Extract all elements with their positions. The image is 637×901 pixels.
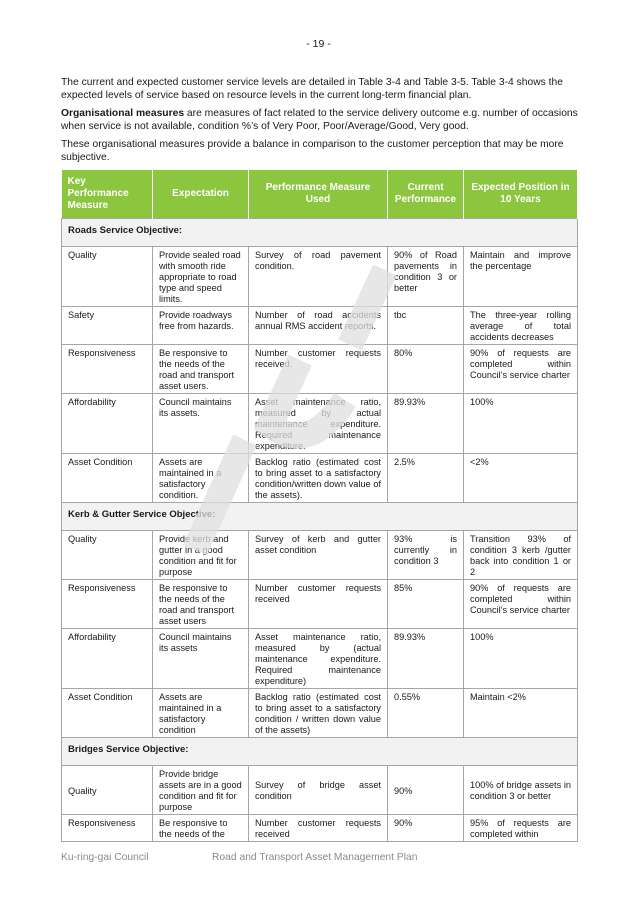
- cell-expected: 90% of requests are completed within Council’s service charter: [464, 580, 578, 629]
- cell-measure-used: Survey of kerb and gutter asset condition: [249, 531, 388, 580]
- cell-current: tbc: [388, 307, 464, 345]
- cell-expectation: Provide kerb and gutter in a good condition and fit for purpose: [153, 531, 249, 580]
- cell-measure-used: Number of road accidents annual RMS accident reports.: [249, 307, 388, 345]
- cell-measure-used: Number customer requests received: [249, 815, 388, 842]
- table-row: [62, 689, 578, 738]
- intro-paragraph-2-rest: are measures of fact related to the service delivery outcome e.g. number of occasions when service is not available, condition %’s of Very Poor, Poor/Average/Good, Very good.: [61, 108, 578, 132]
- levels-of-service-table: [61, 170, 578, 842]
- cell-current: 90%: [388, 815, 464, 842]
- cell-current: 0.55%: [388, 689, 464, 738]
- table-row: [62, 394, 578, 454]
- table-row: [62, 580, 578, 629]
- table-row: [62, 454, 578, 503]
- section-header-row: [62, 219, 578, 247]
- table-row: [62, 766, 578, 815]
- cell-measure: Affordability: [62, 629, 153, 689]
- cell-measure: Safety: [62, 307, 153, 345]
- section-header-row: [62, 738, 578, 766]
- section-title: Kerb & Gutter Service Objective:: [62, 503, 578, 531]
- cell-measure: Affordability: [62, 394, 153, 454]
- header-performance-measure-used: Performance Measure Used: [249, 170, 388, 219]
- cell-measure-used: Backlog ratio (estimated cost to bring asset to a satisfactory condition / written down value of the assets): [249, 689, 388, 738]
- cell-measure-used: Survey of bridge asset condition: [249, 766, 388, 815]
- cell-current: 89.93%: [388, 629, 464, 689]
- table-row: [62, 815, 578, 842]
- cell-current: 80%: [388, 345, 464, 394]
- table-row: [62, 345, 578, 394]
- cell-measure-used: Asset maintenance ratio, measured by actual maintenance expenditure. Required maintenance expenditure.: [249, 394, 388, 454]
- section-header-row: [62, 503, 578, 531]
- cell-expectation: Council maintains its assets.: [153, 394, 249, 454]
- section-title: Bridges Service Objective:: [62, 738, 578, 766]
- table-row: [62, 531, 578, 580]
- cell-expected: 100% of bridge assets in condition 3 or better: [464, 766, 578, 815]
- cell-measure: Asset Condition: [62, 454, 153, 503]
- cell-measure: Responsiveness: [62, 815, 153, 842]
- cell-expected: 90% of requests are completed within Council’s service charter: [464, 345, 578, 394]
- cell-expectation: Provide sealed road with smooth ride appropriate to road type and speed limits.: [153, 247, 249, 307]
- cell-measure-used: Asset maintenance ratio, measured by (actual maintenance expenditure. Required maintenance expenditure): [249, 629, 388, 689]
- cell-measure: Quality: [62, 531, 153, 580]
- footer-document-title: Road and Transport Asset Management Plan: [212, 852, 418, 863]
- intro-paragraph-1: The current and expected customer service levels are detailed in Table 3-4 and Table 3-5. Table 3-4 shows the expected levels of service based on resource levels in the current long-term financial plan.: [61, 77, 563, 101]
- cell-measure: Quality: [62, 766, 153, 815]
- cell-expectation: Be responsive to the needs of the: [153, 815, 249, 842]
- cell-current: 90%: [388, 766, 464, 815]
- cell-expectation: Provide roadways free from hazards.: [153, 307, 249, 345]
- cell-measure-used: Backlog ratio (estimated cost to bring asset to a satisfactory condition/written down value of the assets).: [249, 454, 388, 503]
- table-row: [62, 307, 578, 345]
- cell-current: 85%: [388, 580, 464, 629]
- cell-measure: Responsiveness: [62, 580, 153, 629]
- header-expected-position: Expected Position in 10 Years: [464, 170, 578, 219]
- cell-expectation: Be responsive to the needs of the road and transport asset users.: [153, 345, 249, 394]
- cell-current: 90% of Road pavements in condition 3 or better: [388, 247, 464, 307]
- table-row: [62, 247, 578, 307]
- cell-measure-used: Number customer requests received: [249, 580, 388, 629]
- page-number: - 19 -: [306, 38, 331, 50]
- cell-measure: Asset Condition: [62, 689, 153, 738]
- cell-expected: The three-year rolling average of total accidents decreases: [464, 307, 578, 345]
- cell-expectation: Assets are maintained in a satisfactory condition: [153, 689, 249, 738]
- cell-expectation: Council maintains its assets: [153, 629, 249, 689]
- cell-expected: 100%: [464, 629, 578, 689]
- section-title: Roads Service Objective:: [62, 219, 578, 247]
- cell-measure: Responsiveness: [62, 345, 153, 394]
- table-row: [62, 629, 578, 689]
- intro-paragraph-3: These organisational measures provide a balance in comparison to the customer perception that may be more subjective.: [61, 139, 564, 163]
- header-key-performance-measure: Key Performance Measure: [62, 170, 153, 219]
- intro-paragraph-2: [61, 108, 581, 133]
- cell-measure-used: Number customer requests received.: [249, 345, 388, 394]
- cell-current: 93% is currently in condition 3: [388, 531, 464, 580]
- table-header-row: [62, 170, 578, 219]
- cell-measure-used: Survey of road pavement condition.: [249, 247, 388, 307]
- cell-expectation: Provide bridge assets are in a good condition and fit for purpose: [153, 766, 249, 815]
- cell-expected: Maintain and improve the percentage: [464, 247, 578, 307]
- cell-expected: Maintain <2%: [464, 689, 578, 738]
- header-expectation: Expectation: [153, 170, 249, 219]
- cell-measure: Quality: [62, 247, 153, 307]
- table-body: [62, 219, 578, 842]
- cell-expectation: Be responsive to the needs of the road and transport asset users: [153, 580, 249, 629]
- cell-expected: Transition 93% of condition 3 kerb /gutter back into condition 1 or 2: [464, 531, 578, 580]
- header-current-performance: Current Performance: [388, 170, 464, 219]
- cell-expected: 100%: [464, 394, 578, 454]
- footer-council-name: Ku-ring-gai Council: [61, 852, 149, 863]
- cell-expected: <2%: [464, 454, 578, 503]
- intro-paragraph-2-bold: Organisational measures: [61, 108, 185, 119]
- cell-current: 2.5%: [388, 454, 464, 503]
- cell-expected: 95% of requests are completed within: [464, 815, 578, 842]
- cell-expectation: Assets are maintained in a satisfactory condition.: [153, 454, 249, 503]
- cell-current: 89.93%: [388, 394, 464, 454]
